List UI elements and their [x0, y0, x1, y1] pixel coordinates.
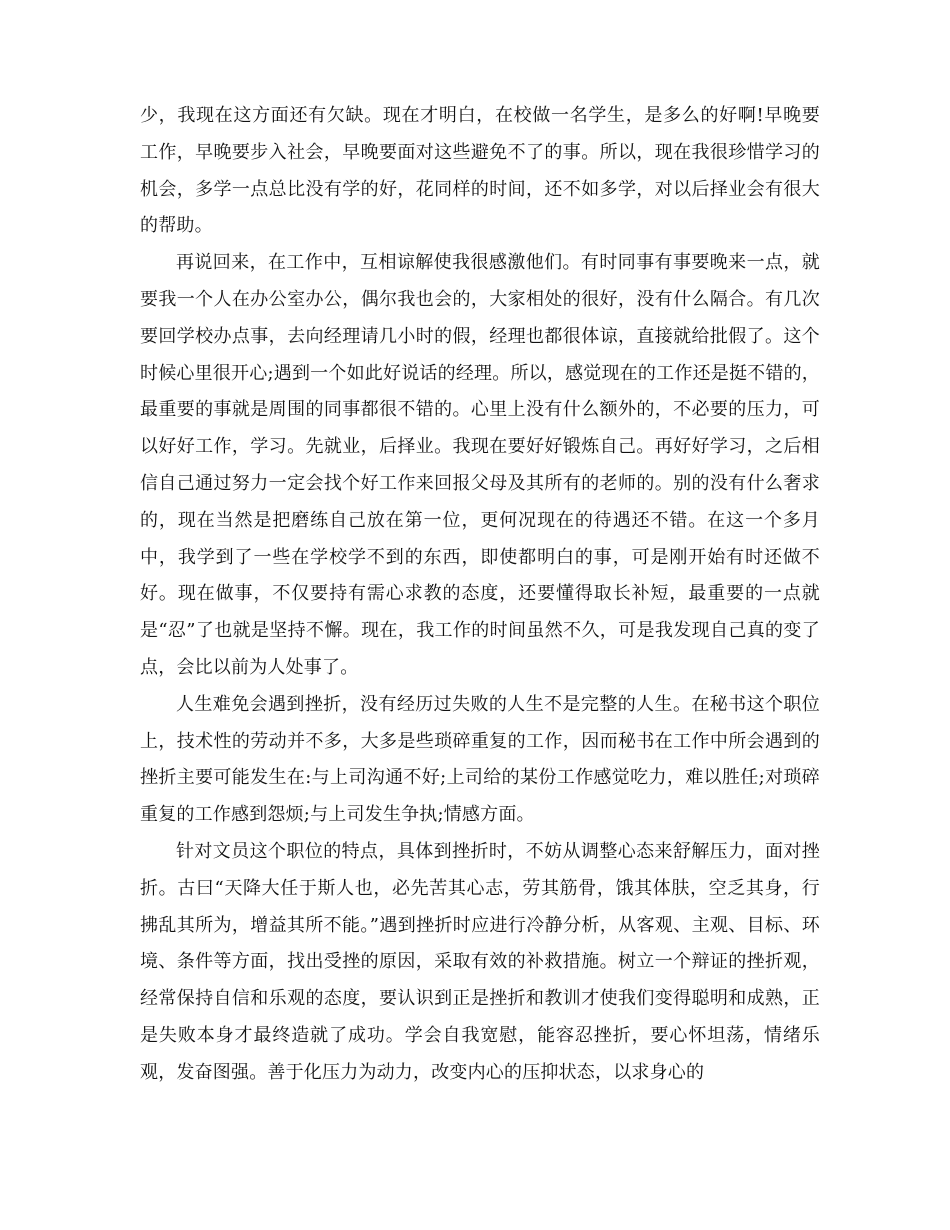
paragraph-4: 针对文员这个职位的特点，具体到挫折时，不妨从调整心态来舒解压力，面对挫折。古曰“天降大任于斯人也，必先苦其心志，劳其筋骨，饿其体肤，空乏其身，行拂乱其所为，增益其所不能。”遇到挫折时应进行冷静分析，从客观、主观、目标、环境、条件等方面，找出受挫的原因，采取有效的补救措施。树立一个辩证的挫折观，经常保持自信和乐观的态度，要认识到正是挫折和教训才使我们变得聪明和成熟，正是失败本身才最终造就了成功。学会自我宽慰，能容忍挫折，要心怀坦荡，情绪乐观，发奋图强。善于化压力为动力，改变内心的压抑状态，以求身心的	[140, 840, 820, 1083]
paragraph-1: 少，我现在这方面还有欠缺。现在才明白，在校做一名学生，是多么的好啊!早晚要工作，早晚要步入社会，早晚要面对这些避免不了的事。所以，现在我很珍惜学习的机会，多学一点总比没有学的好，花同样的时间，还不如多学，对以后择业会有很大的帮助。	[140, 105, 820, 237]
paragraph-2: 再说回来，在工作中，互相谅解使我很感激他们。有时同事有事要晚来一点，就要我一个人在办公室办公，偶尔我也会的，大家相处的很好，没有什么隔合。有几次要回学校办点事，去向经理请几小时的假，经理也都很体谅，直接就给批假了。这个时候心里很开心;遇到一个如此好说话的经理。所以，感觉现在的工作还是挺不错的，最重要的事就是周围的同事都很不错的。心里上没有什么额外的，不必要的压力，可以好好工作，学习。先就业，后择业。我现在要好好锻炼自己。再好好学习，之后相信自己通过努力一定会找个好工作来回报父母及其所有的老师的。别的没有什么奢求的，现在当然是把磨练自己放在第一位，更何况现在的待遇还不错。在这一个多月中，我学到了一些在学校学不到的东西，即使都明白的事，可是刚开始有时还做不好。现在做事，不仅要持有需心求教的态度，还要懂得取长补短，最重要的一点就是“忍”了也就是坚持不懈。现在，我工作的时间虽然不久，可是我发现自己真的变了点，会比以前为人处事了。	[140, 252, 820, 678]
document-body	[140, 98, 820, 1092]
paragraph-3: 人生难免会遇到挫折，没有经历过失败的人生不是完整的人生。在秘书这个职位上，技术性的劳动并不多，大多是些琐碎重复的工作，因而秘书在工作中所会遇到的挫折主要可能发生在:与上司沟通不好;上司给的某份工作感觉吃力，难以胜任;对琐碎重复的工作感到怨烦;与上司发生争执;情感方面。	[140, 693, 820, 826]
